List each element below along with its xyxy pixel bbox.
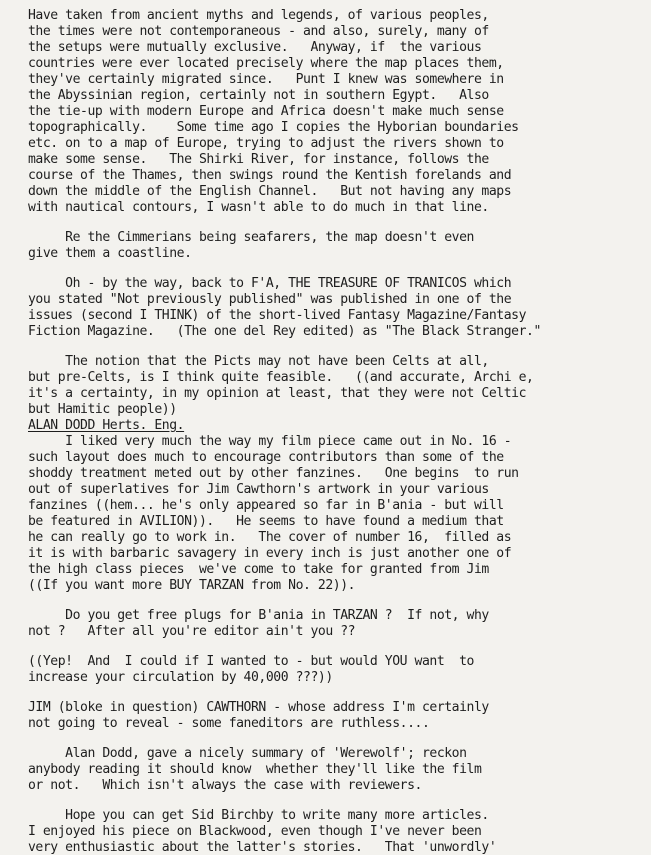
text-line: Oh - by the way, back to F'A, THE TREASURE OF TRANICOS which	[28, 276, 512, 291]
text-line: countries were ever located precisely where the map places them,	[28, 56, 504, 71]
text-line: but pre-Celts, is I think quite feasible. ((and accurate, Archi e,	[28, 370, 534, 385]
text-line: the times were not contemporaneous - and also, surely, many of	[28, 24, 489, 39]
text-line: shoddy treatment meted out by other fanzines. One begins to run	[28, 466, 519, 481]
text-line: Alan Dodd, gave a nicely summary of 'Werewolf'; reckon	[28, 746, 467, 761]
text-line: etc. on to a map of Europe, trying to adjust the rivers shown to	[28, 136, 504, 151]
text-line: the Abyssinian region, certainly not in southern Egypt. Also	[28, 88, 489, 103]
text-line: with nautical contours, I wasn't able to do much in that line.	[28, 200, 489, 215]
text-line: Have taken from ancient myths and legends, of various peoples,	[28, 8, 489, 23]
editor-reply-line: ((Yep! And I could if I wanted to - but would YOU want to	[28, 654, 474, 669]
text-line: they've certainly migrated since. Punt I knew was somewhere in	[28, 72, 504, 87]
text-line: it is with barbaric savagery in every inch is just another one of	[28, 546, 512, 561]
text-line: down the middle of the English Channel. But not having any maps	[28, 184, 512, 199]
text-line: fanzines ((hem... he's only appeared so far in B'ania - but will	[28, 498, 504, 513]
text-line: topographically. Some time ago I copies the Hyborian boundaries	[28, 120, 519, 135]
text-line: ((If you want more BUY TARZAN from No. 22)).	[28, 578, 356, 593]
letter-signature: ALAN DODD Herts. Eng.	[28, 418, 185, 433]
text-line: the setups were mutually exclusive. Anyway, if the various	[28, 40, 482, 55]
text-line: JIM (bloke in question) CAWTHORN - whose address I'm certainly	[28, 700, 489, 715]
text-line: but Hamitic people))	[28, 402, 177, 417]
text-line: Hope you can get Sid Birchby to write many more articles.	[28, 808, 489, 823]
text-line: he can really go to work in. The cover of number 16, filled as	[28, 530, 512, 545]
text-line: the tie-up with modern Europe and Africa doesn't make much sense	[28, 104, 504, 119]
text-line: be featured in AVILION)). He seems to have found a medium that	[28, 514, 504, 529]
text-line: Fiction Magazine. (The one del Rey edited) as "The Black Stranger."	[28, 324, 541, 339]
text-line: very enthusiastic about the latter's stories. That 'unwordly'	[28, 840, 497, 855]
text-line: you stated "Not previously published" was published in one of the	[28, 292, 512, 307]
text-line: such layout does much to encourage contributors than some of the	[28, 450, 504, 465]
editor-reply-line: increase your circulation by 40,000 ???))	[28, 670, 333, 685]
text-line: not going to reveal - some faneditors are ruthless....	[28, 716, 430, 731]
text-line: it's a certainty, in my opinion at least, that they were not Celtic	[28, 386, 527, 401]
text-line: not ? After all you're editor ain't you ??	[28, 624, 356, 639]
text-line: the high class pieces we've come to take for granted from Jim	[28, 562, 489, 577]
text-line: The notion that the Picts may not have been Celts at all,	[28, 354, 489, 369]
text-line: I enjoyed his piece on Blackwood, even though I've never been	[28, 824, 482, 839]
text-line: Re the Cimmerians being seafarers, the map doesn't even	[28, 230, 474, 245]
text-line: make some sense. The Shirki River, for instance, follows the	[28, 152, 489, 167]
text-line: give them a coastline.	[28, 246, 192, 261]
text-line: out of superlatives for Jim Cawthorn's artwork in your various	[28, 482, 489, 497]
text-line: I liked very much the way my film piece came out in No. 16 -	[28, 434, 512, 449]
text-line: anybody reading it should know whether they'll like the film	[28, 762, 482, 777]
text-line: course of the Thames, then swings round the Kentish forelands and	[28, 168, 512, 183]
text-line: Do you get free plugs for B'ania in TARZAN ? If not, why	[28, 608, 489, 623]
text-line: issues (second I THINK) of the short-lived Fantasy Magazine/Fantasy	[28, 308, 527, 323]
text-line: or not. Which isn't always the case with reviewers.	[28, 778, 422, 793]
